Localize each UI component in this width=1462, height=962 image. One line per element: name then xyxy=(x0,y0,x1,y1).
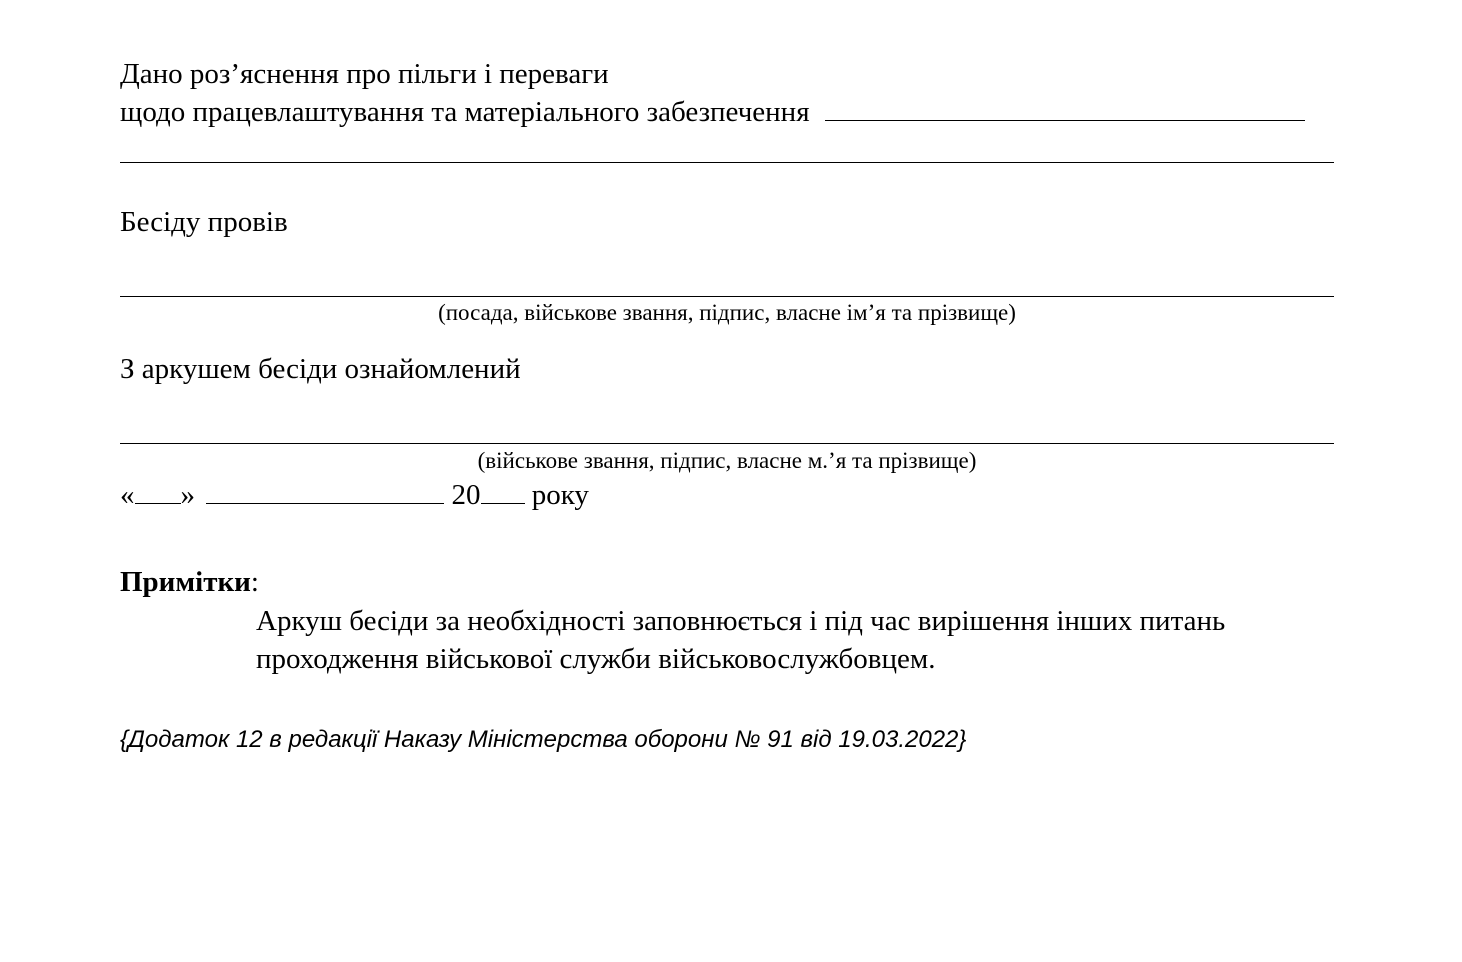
interviewer-signature-line[interactable] xyxy=(120,296,1334,297)
date-close-quote: » xyxy=(180,479,195,511)
interview-label-line xyxy=(120,204,288,240)
notes-label: Примітки xyxy=(120,566,251,598)
explanation-line-2 xyxy=(120,94,1305,130)
date-line xyxy=(120,477,589,513)
interview-label: Бесіду провів xyxy=(120,206,288,238)
notes-colon: : xyxy=(250,566,259,598)
notes-line-2: проходження військової служби військовослужбовцем. xyxy=(256,643,936,675)
explanation-text-1: Дано роз’яснення про пільги і переваги xyxy=(120,58,609,90)
date-year-field[interactable] xyxy=(481,479,525,504)
date-century: 20 xyxy=(451,479,481,511)
acknowledged-caption: (військове звання, підпис, власне м.’я та прізвище) xyxy=(477,448,977,473)
explanation-text-2: щодо працевлаштування та матеріального забезпечення xyxy=(120,96,810,128)
notes-heading xyxy=(120,564,259,600)
acknowledged-label: З аркушем бесіди ознайомлений xyxy=(120,353,521,385)
date-day-field[interactable] xyxy=(135,479,181,504)
benefits-continuation-line[interactable] xyxy=(120,162,1334,163)
interviewer-caption: (посада, військове звання, підпис, власне ім’я та прізвище) xyxy=(438,300,1016,325)
acknowledged-label-line xyxy=(120,351,521,387)
notes-line-1: Аркуш бесіди за необхідності заповнюється і під час вирішення інших питань xyxy=(256,605,1226,637)
amendment-reference: {Додаток 12 в редакції Наказу Міністерства оборони № 91 від 19.03.2022} xyxy=(120,726,967,753)
date-open-quote: « xyxy=(120,479,135,511)
benefits-fill-line[interactable] xyxy=(825,96,1305,121)
explanation-line-1 xyxy=(120,56,609,92)
date-year-word: року xyxy=(531,479,589,511)
date-month-field[interactable] xyxy=(206,479,444,504)
acknowledged-signature-line[interactable] xyxy=(120,443,1334,444)
